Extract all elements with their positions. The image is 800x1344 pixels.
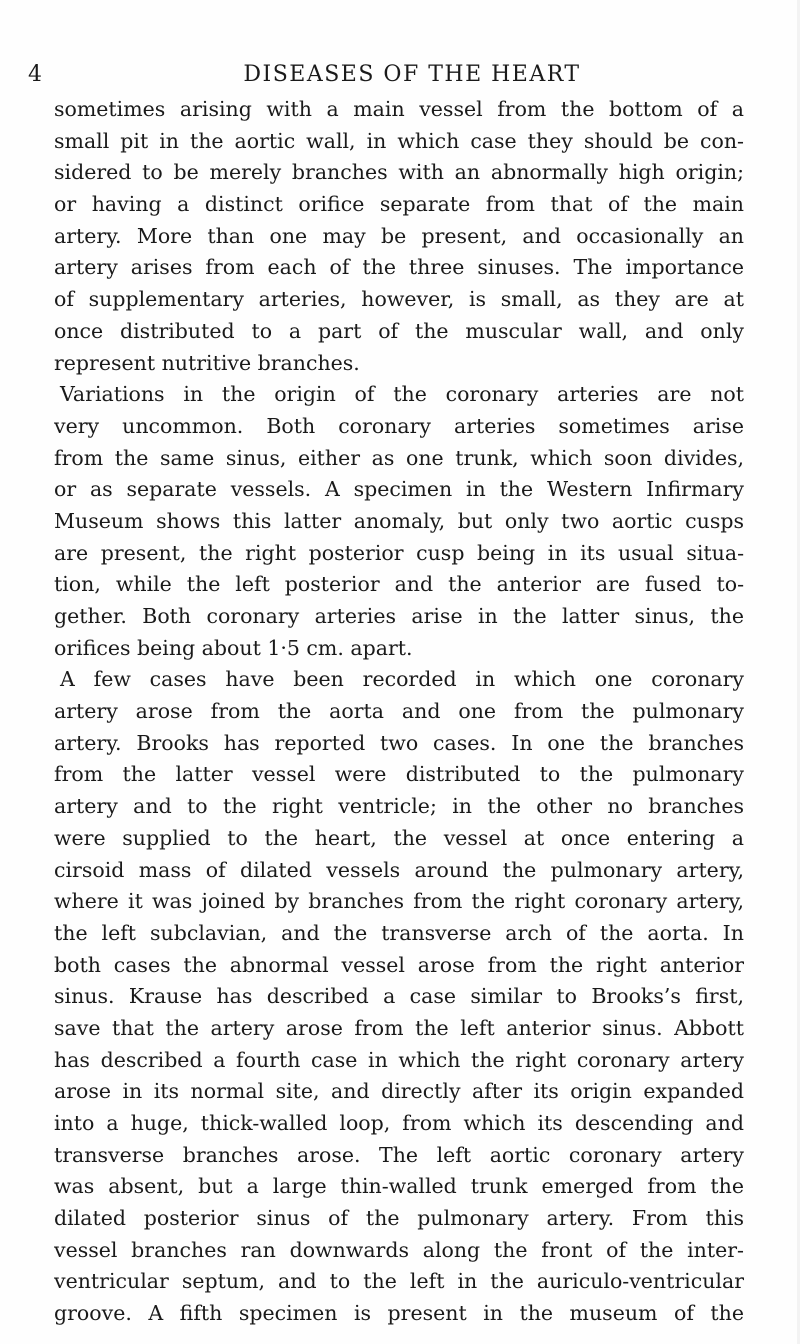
text-line: sidered to be merely branches with an abnormally high origin; <box>54 160 744 185</box>
text-line: sometimes arising with a main vessel from the bottom of a <box>54 97 744 121</box>
text-line: into a huge, thick-walled loop, from which its descending and <box>54 1111 744 1135</box>
text-line: was absent, but a large thin-walled trunk emerged from the <box>54 1174 744 1199</box>
text-line: sinus. Krause has described a case similar to Brooks’s first, <box>54 984 744 1009</box>
text-line: arose in its normal site, and directly after its origin expanded <box>54 1079 744 1104</box>
text-line: ventricular septum, and to the left in the auriculo-ventricular <box>54 1269 744 1294</box>
paragraph-start-line: A few cases have been recorded in which one coronary <box>60 667 744 692</box>
text-line: artery arises from each of the three sinuses. The importance <box>54 255 744 280</box>
body-text <box>54 94 744 1330</box>
text-line: very uncommon. Both coronary arteries sometimes arise <box>54 413 744 438</box>
text-line: represent nutritive branches. <box>54 350 360 375</box>
text-line: cirsoid mass of dilated vessels around the pulmonary artery, <box>54 857 744 882</box>
text-line: or as separate vessels. A specimen in the Western Infirmary <box>54 477 744 502</box>
text-line: from the latter vessel were distributed to the pulmonary <box>54 762 744 787</box>
text-line: artery. More than one may be present, and occasionally an <box>54 223 744 248</box>
page-number: 4 <box>28 62 43 87</box>
text-line: dilated posterior sinus of the pulmonary artery. From this <box>54 1206 744 1231</box>
text-line: artery arose from the aorta and one from the pulmonary <box>54 699 744 724</box>
text-line: are present, the right posterior cusp being in its usual situa- <box>54 540 744 565</box>
text-line: where it was joined by branches from the right coronary artery, <box>54 889 744 914</box>
text-line: groove. A fifth specimen is present in the museum of the <box>54 1301 744 1326</box>
text-line: vessel branches ran downwards along the front of the inter- <box>54 1237 744 1262</box>
text-line: both cases the abnormal vessel arose from the right anterior <box>54 952 744 977</box>
paragraph-start-line: Variations in the origin of the coronary arteries are not <box>60 382 744 407</box>
text-line: orifices being about 1·5 cm. apart. <box>54 635 413 660</box>
text-line: gether. Both coronary arteries arise in the latter sinus, the <box>54 604 744 628</box>
page-header <box>0 60 800 90</box>
text-line: or having a distinct orifice separate from that of the main <box>54 192 744 217</box>
text-line: small pit in the aortic wall, in which case they should be con- <box>54 128 744 153</box>
text-line: from the same sinus, either as one trunk, which soon divides, <box>54 445 744 470</box>
text-line: artery. Brooks has reported two cases. In one the branches <box>54 730 744 755</box>
text-line: were supplied to the heart, the vessel at once entering a <box>54 825 744 850</box>
text-line: tion, while the left posterior and the anterior are fused to- <box>54 572 744 597</box>
text-line: the left subclavian, and the transverse arch of the aorta. In <box>54 920 744 945</box>
text-line: artery and to the right ventricle; in the other no branches <box>54 794 744 819</box>
text-line: save that the artery arose from the left anterior sinus. Abbott <box>54 1015 744 1040</box>
text-line: of supplementary arteries, however, is small, as they are at <box>54 287 744 312</box>
text-line: transverse branches arose. The left aortic coronary artery <box>54 1142 744 1167</box>
running-head: DISEASES OF THE HEART <box>243 62 581 87</box>
text-line: has described a fourth case in which the right coronary artery <box>54 1047 744 1072</box>
text-line: Museum shows this latter anomaly, but only two aortic cusps <box>54 508 744 533</box>
text-line: once distributed to a part of the muscular wall, and only <box>54 318 744 343</box>
